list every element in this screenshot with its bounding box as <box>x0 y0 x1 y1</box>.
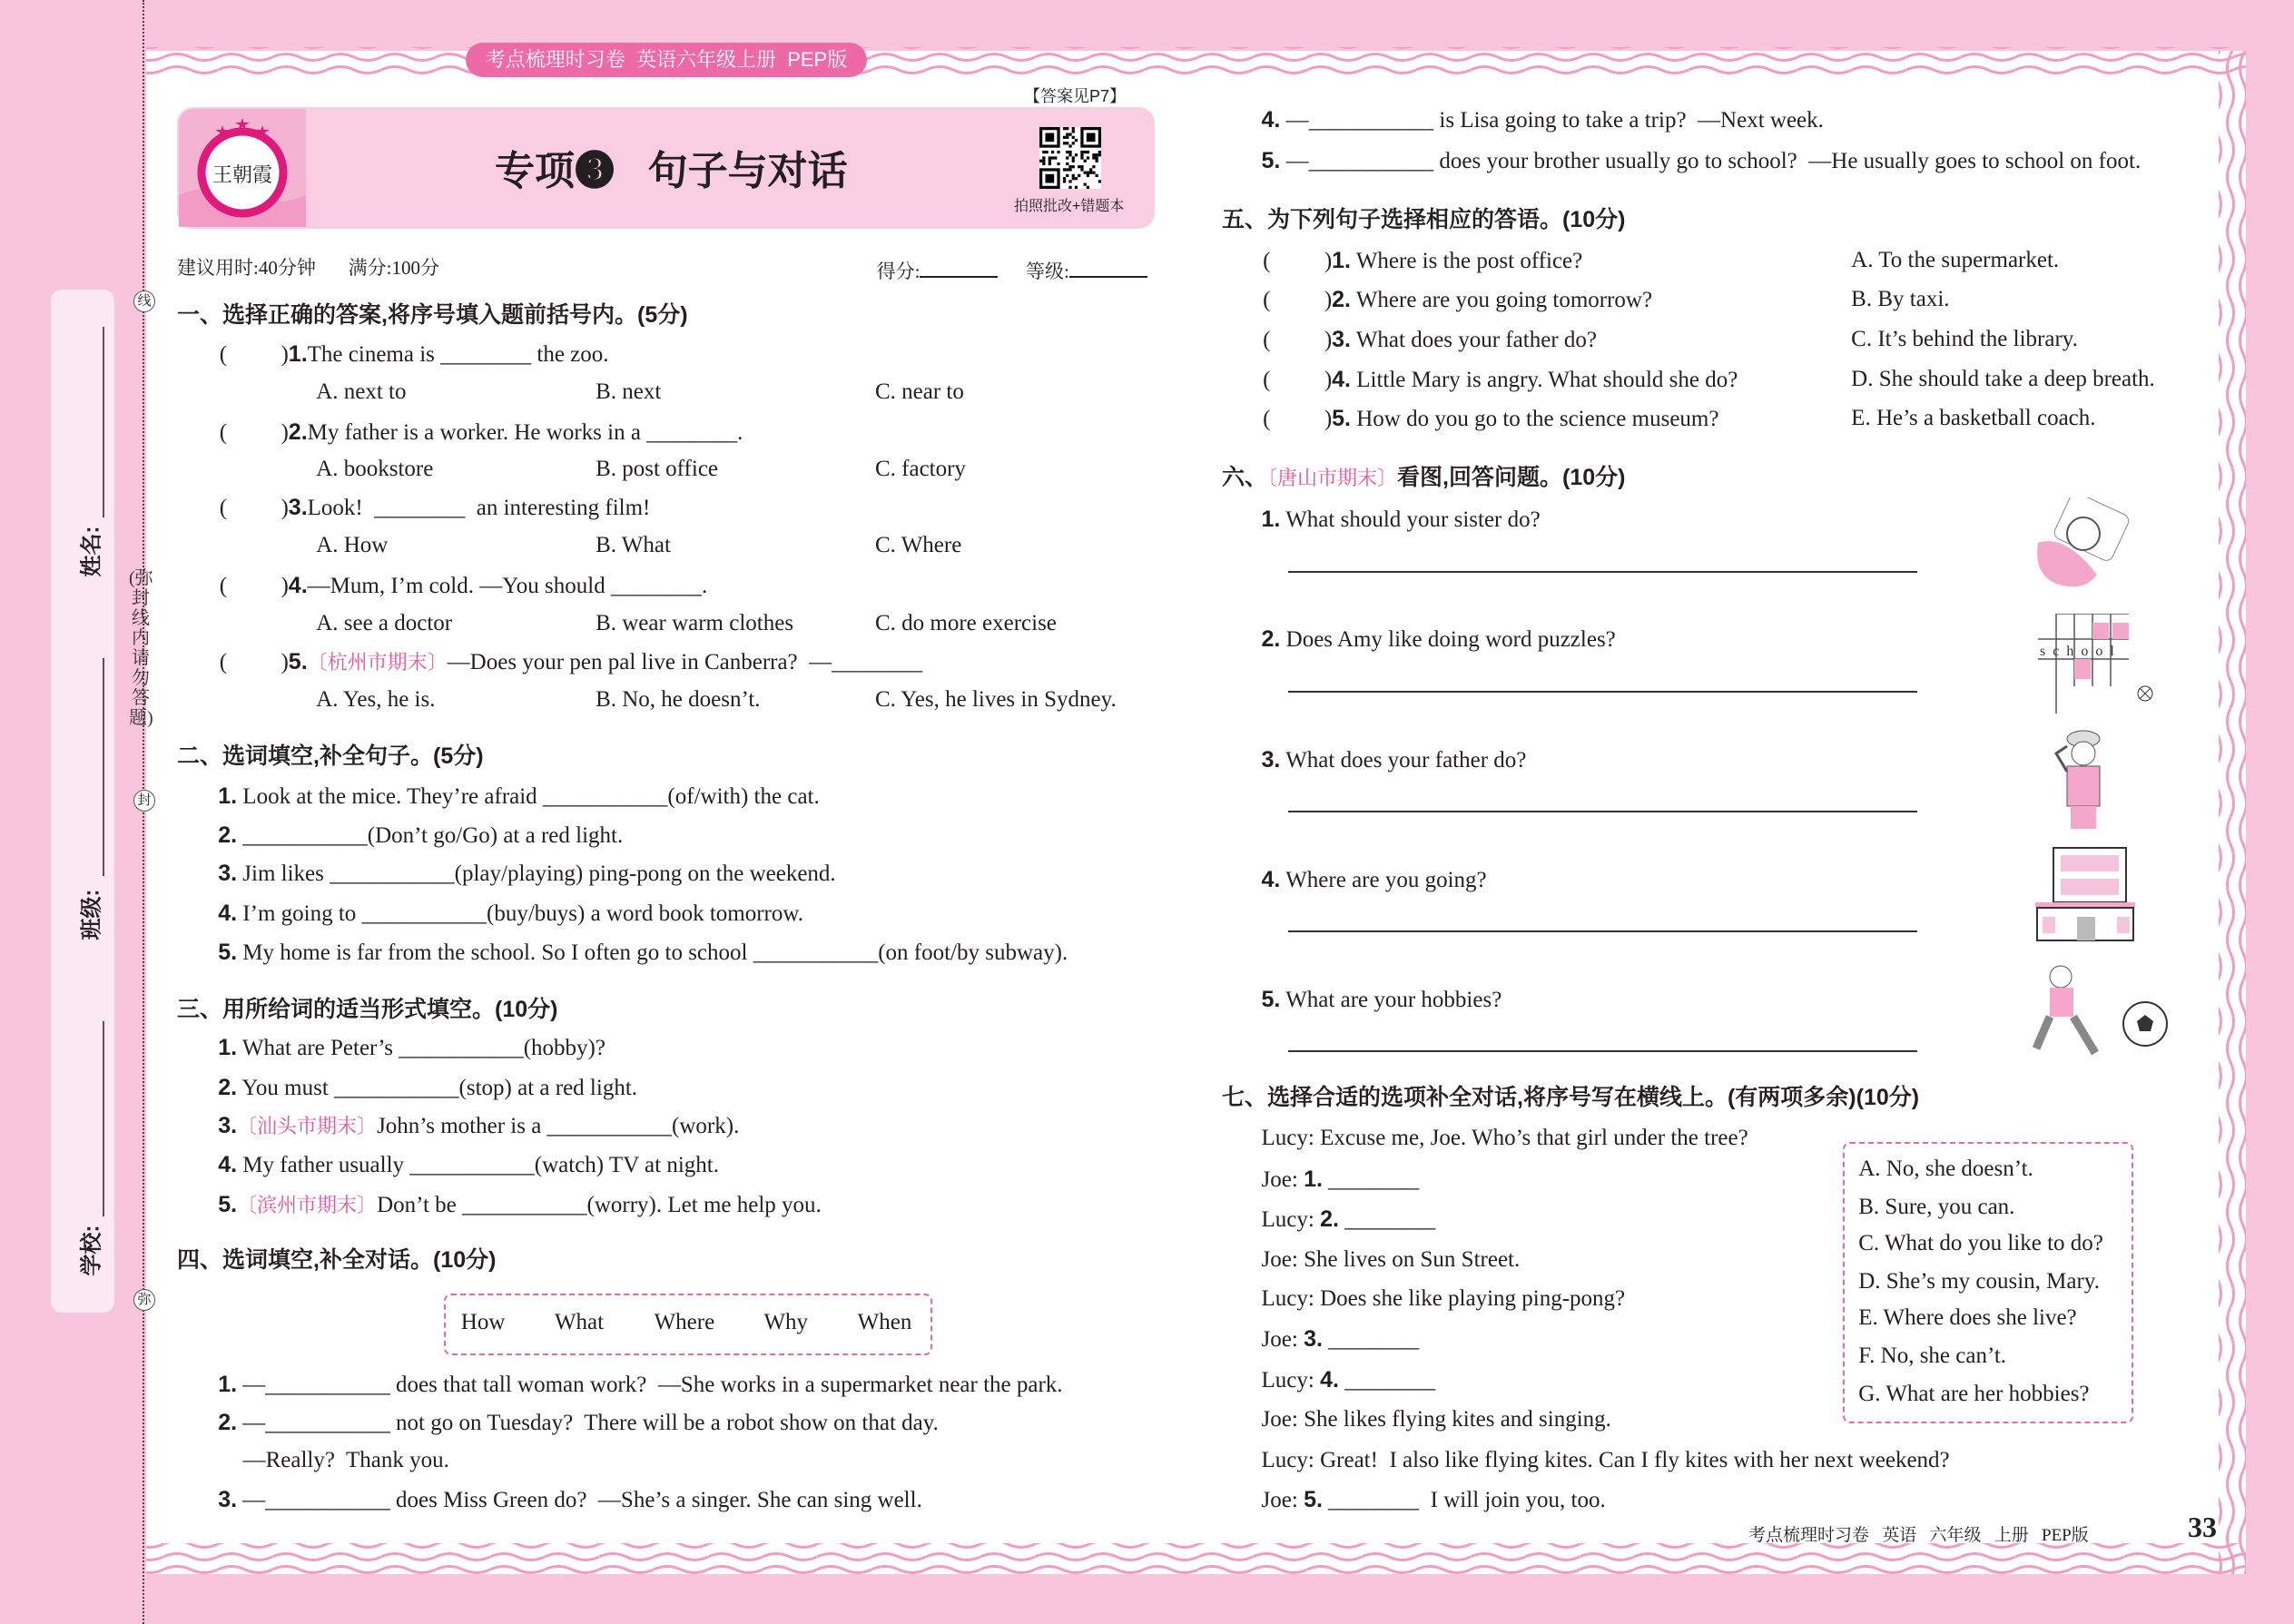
class-field[interactable] <box>103 658 104 876</box>
option: C. Yes, he lives in Sydney. <box>874 686 1117 712</box>
dialogue-option: E. Where does she live? <box>1858 1305 2077 1331</box>
dialogue-line: Lucy: Excuse me, Joe. Who’s that girl under the tree? <box>1261 1126 1748 1151</box>
question[interactable]: 4. My father usually ___________(watch) TV at night. <box>218 1152 719 1178</box>
question[interactable]: 3. —___________ does Miss Green do? —She’s a singer. She can sing well. <box>218 1487 922 1513</box>
source-tag: 〔杭州市期末〕 <box>307 650 448 674</box>
dialogue-line: Lucy: Does she like playing ping-pong? <box>1261 1286 1626 1312</box>
dialogue-line: Joe: She lives on Sun Street. <box>1261 1246 1521 1272</box>
question[interactable]: 2. ___________(Don’t go/Go) at a red light. <box>218 822 624 849</box>
answer-reference: 【答案见P7】 <box>1024 87 1127 105</box>
section-1-title: 一、选择正确的答案,将序号填入题前括号内。(5分) <box>177 301 688 328</box>
full-score: 满分:100分 <box>348 256 439 279</box>
question[interactable]: 4. I’m going to ___________(buy/buys) a word book tomorrow. <box>218 900 804 926</box>
question[interactable]: 2. You must ___________(stop) at a red light. <box>218 1074 638 1100</box>
option: C. near to <box>874 379 964 405</box>
question[interactable]: 4. —___________ is Lisa going to take a trip? —Next week. <box>1261 107 1824 133</box>
seal-mark: 弥 <box>133 1289 155 1311</box>
question[interactable]: ( ) 5. How do you go to the science museum? <box>1263 406 1719 432</box>
dialogue-blank[interactable]: Joe: 5. ________ I will join you, too. <box>1261 1487 1606 1513</box>
option: A. see a doctor <box>316 610 453 635</box>
dialogue-option: A. No, she doesn’t. <box>1858 1156 2033 1181</box>
grade-field[interactable]: 等级: <box>1026 252 1147 283</box>
option: B. No, he doesn’t. <box>596 686 761 712</box>
question[interactable]: ( ) 2.My father is a worker. He works in a ________. <box>219 418 743 445</box>
class-label: 班级: <box>79 889 104 940</box>
question[interactable]: ( ) 5.〔杭州市期末〕—Does your pen pal live in Canberra? —________ <box>219 648 923 674</box>
dialogue-blank[interactable]: Lucy: 4. ________ <box>1261 1367 1436 1393</box>
qr-code[interactable] <box>1039 127 1101 189</box>
answer-line[interactable] <box>1288 811 1917 812</box>
dialogue-option: C. What do you like to do? <box>1858 1231 2103 1256</box>
source-tag: 〔滨州市期末〕 <box>237 1193 378 1216</box>
answer-option: A. To the supermarket. <box>1851 247 2060 272</box>
question[interactable]: ( ) 3. What does your father do? <box>1263 326 1597 352</box>
option: A. How <box>316 533 389 558</box>
word-bank-word: Where <box>654 1310 715 1335</box>
dialogue-blank[interactable]: Lucy: 2. ________ <box>1261 1206 1436 1232</box>
option: B. post office <box>596 457 719 482</box>
answer-option: E. He’s a basketball coach. <box>1851 406 2096 431</box>
question: 1. What should your sister do? <box>1261 507 1541 533</box>
building-picture <box>2033 846 2138 941</box>
seal-note: (弥封线内请勿答题) <box>129 568 153 728</box>
police-officer-picture <box>2047 726 2120 831</box>
school-label: 学校: <box>79 1225 104 1276</box>
student-info-panel <box>51 290 114 1313</box>
dialogue-line: Joe: She likes flying kites and singing. <box>1261 1406 1611 1432</box>
question[interactable]: 3.〔汕头市期末〕John’s mother is a ___________(work). <box>218 1112 740 1138</box>
question[interactable]: 5. —___________ does your brother usually go to school? —He usually goes to school on foot. <box>1261 148 2141 174</box>
question[interactable]: ( ) 1. Where is the post office? <box>1263 247 1583 273</box>
word-bank-word: What <box>554 1310 605 1335</box>
option: B. What <box>596 533 671 558</box>
answer-line[interactable] <box>1288 571 1917 573</box>
girl-and-football-picture <box>2032 962 2177 1062</box>
dialogue-option: D. She’s my cousin, Mary. <box>1858 1269 2100 1294</box>
seal-mark: 封 <box>133 790 155 812</box>
section-6-title: 六、〔唐山市期末〕看图,回答问题。(10分) <box>1222 464 1626 490</box>
option: A. next to <box>316 379 407 405</box>
question[interactable]: 5. My home is far from the school. So I often go to school ___________(on foot/by subway). <box>218 940 1068 966</box>
question[interactable]: ( ) 4.—Mum, I’m cold. —You should ________. <box>219 572 708 598</box>
brand-logo <box>179 109 306 227</box>
question: 3. What does your father do? <box>1261 746 1527 773</box>
dialogue-option: F. No, she can’t. <box>1858 1343 2007 1369</box>
answer-option: D. She should take a deep breath. <box>1851 366 2155 391</box>
question[interactable]: ( ) 1.The cinema is ________ the zoo. <box>219 341 609 368</box>
source-tag: 〔唐山市期末〕 <box>1267 466 1398 489</box>
source-tag: 〔汕头市期末〕 <box>237 1114 378 1137</box>
option: C. do more exercise <box>874 610 1057 635</box>
seal-line <box>143 0 144 1624</box>
word-bank-word: Why <box>763 1310 809 1335</box>
svg-text:school: school <box>2040 644 2122 659</box>
name-field[interactable] <box>103 327 104 517</box>
seal-mark: 线 <box>133 290 155 312</box>
dialogue-option: B. Sure, you can. <box>1858 1194 2015 1219</box>
answer-line[interactable] <box>1288 691 1917 693</box>
section-2-title: 二、选词填空,补全句子。(5分) <box>177 743 484 770</box>
dialogue-option: G. What are her hobbies? <box>1858 1382 2090 1407</box>
option: A. Yes, he is. <box>316 686 436 712</box>
name-label: 姓名: <box>79 526 104 577</box>
section-7-title: 七、选择合适的选项补全对话,将序号写在横线上。(有两项多余)(10分) <box>1222 1085 1920 1110</box>
word-bank-word: How <box>460 1310 506 1335</box>
dialogue-blank[interactable]: Joe: 1. ________ <box>1261 1166 1420 1193</box>
option: B. wear warm clothes <box>596 610 794 635</box>
question[interactable]: 1. —___________ does that tall woman work? —She works in a supermarket near the park. <box>218 1371 1063 1397</box>
svg-text:王朝霞: 王朝霞 <box>212 164 273 187</box>
dialogue-blank[interactable]: Joe: 3. ________ <box>1261 1325 1420 1352</box>
option: C. Where <box>874 533 962 558</box>
answer-line[interactable] <box>1288 1050 1917 1052</box>
option: C. factory <box>874 457 966 482</box>
question: 4. Where are you going? <box>1261 866 1487 892</box>
question[interactable]: 1. What are Peter’s ___________(hobby)? <box>218 1035 605 1061</box>
dialogue-line: Lucy: Great! I also like flying kites. Can I fly kites with her next weekend? <box>1261 1447 1950 1472</box>
answer-option: C. It’s behind the library. <box>1851 326 2078 351</box>
option: B. next <box>596 379 662 405</box>
question[interactable]: 3. Jim likes ___________(play/playing) ping-pong on the weekend. <box>218 861 836 887</box>
answer-line[interactable] <box>1288 930 1917 932</box>
dialogue-line: —Really? Thank you. <box>242 1447 449 1472</box>
page-title: 专项❸ 句子与对话 <box>495 149 848 193</box>
question: 2. Does Amy like doing word puzzles? <box>1261 626 1616 653</box>
section-4-title: 四、选词填空,补全对话。(10分) <box>177 1246 497 1273</box>
qr-caption: 拍照批改+错题本 <box>1014 199 1125 214</box>
school-field[interactable] <box>103 1021 104 1216</box>
section-5-title: 五、为下列句子选择相应的答语。(10分) <box>1222 206 1626 232</box>
series-banner: 考点梳理时习卷 英语六年级上册 PEP版 <box>466 43 867 77</box>
question[interactable]: 1. Look at the mice. They’re afraid ___________(of/with) the cat. <box>218 782 820 809</box>
question: 5. What are your hobbies? <box>1261 986 1502 1012</box>
answer-option: B. By taxi. <box>1851 287 1950 312</box>
score-field[interactable]: 得分: <box>877 252 999 283</box>
section-3-title: 三、用所给词的适当形式填空。(10分) <box>177 997 558 1023</box>
question[interactable]: 2. —___________ not go on Tuesday? There will be a robot show on that day. <box>218 1409 939 1435</box>
question[interactable]: ( ) 4. Little Mary is angry. What should she do? <box>1263 366 1738 392</box>
footer-text: 考点梳理时习卷 英语 六年级 上册 PEP版 <box>1748 1526 2089 1545</box>
suggested-time: 建议用时:40分钟 <box>177 256 316 279</box>
option: A. bookstore <box>316 457 434 482</box>
word-puzzle-picture <box>2038 614 2156 714</box>
question[interactable]: 5.〔滨州市期末〕Don’t be ___________(worry). Let me help you. <box>218 1191 822 1217</box>
sleeping-girl-picture <box>2029 497 2138 597</box>
word-bank-word: When <box>857 1310 912 1335</box>
page-number: 33 <box>2188 1511 2217 1543</box>
question[interactable]: ( ) 2. Where are you going tomorrow? <box>1263 287 1653 313</box>
question[interactable]: ( ) 3.Look! ________ an interesting film! <box>219 495 651 521</box>
